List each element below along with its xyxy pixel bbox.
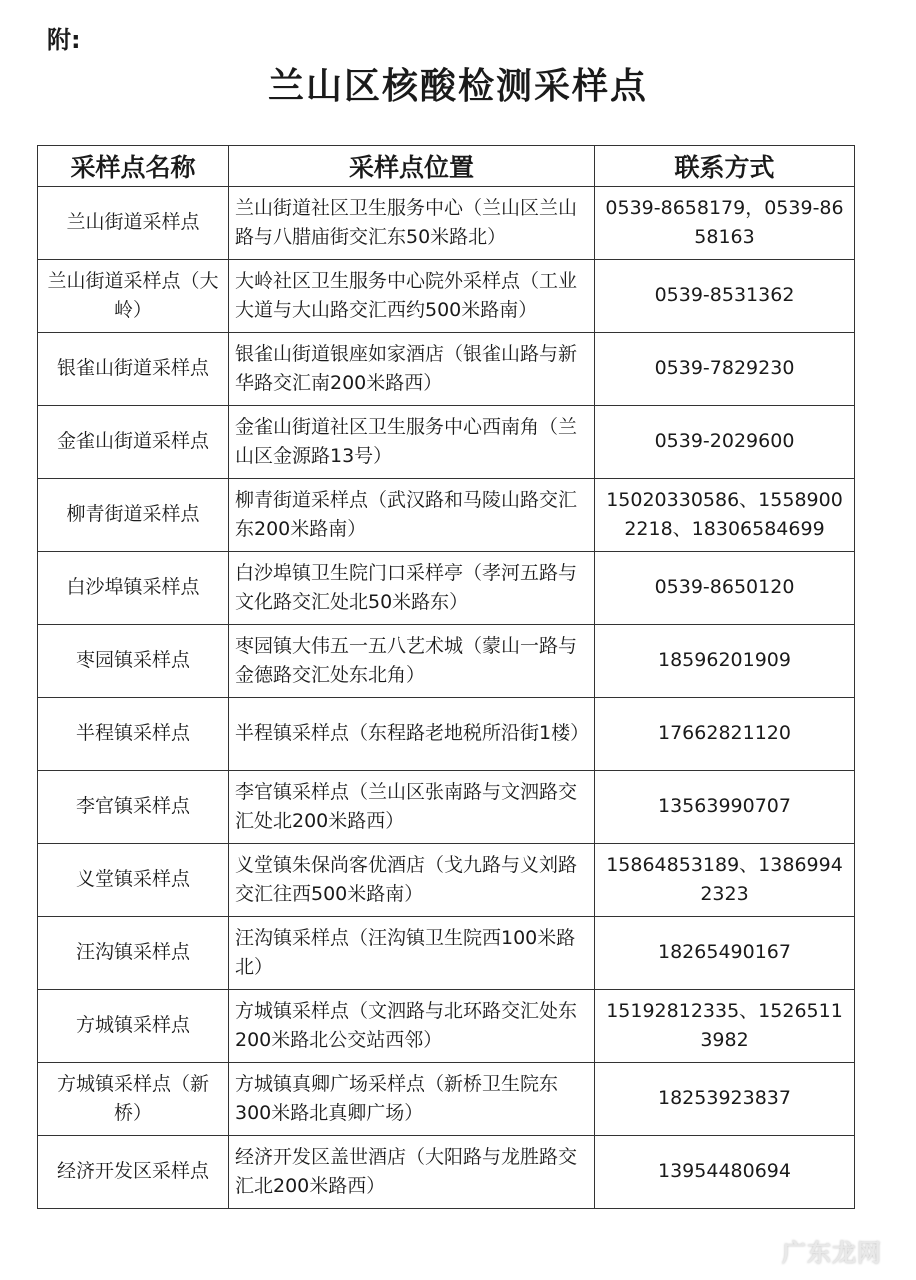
site-name-cell: 银雀山街道采样点 <box>38 333 229 406</box>
table-row <box>38 917 855 990</box>
site-location-cell: 义堂镇朱保尚客优酒店（戈九路与义刘路交汇往西500米路南） <box>229 844 595 917</box>
table-row <box>38 698 855 771</box>
site-contact-cell: 0539-8531362 <box>595 260 855 333</box>
site-name-cell: 义堂镇采样点 <box>38 844 229 917</box>
site-contact-cell: 13954480694 <box>595 1136 855 1209</box>
site-location-cell: 大岭社区卫生服务中心院外采样点（工业大道与大山路交汇西约500米路南） <box>229 260 595 333</box>
site-name-cell: 枣园镇采样点 <box>38 625 229 698</box>
table-row <box>38 844 855 917</box>
site-contact-cell: 15020330586、15589002218、18306584699 <box>595 479 855 552</box>
table-row <box>38 1136 855 1209</box>
table-row <box>38 260 855 333</box>
watermark: 广东龙网 <box>782 1239 882 1267</box>
table-row <box>38 771 855 844</box>
site-name-cell: 半程镇采样点 <box>38 698 229 771</box>
site-contact-cell: 18596201909 <box>595 625 855 698</box>
table-row <box>38 333 855 406</box>
site-location-cell: 白沙埠镇卫生院门口采样亭（孝河五路与文化路交汇处北50米路东） <box>229 552 595 625</box>
site-location-cell: 银雀山街道银座如家酒店（银雀山路与新华路交汇南200米路西） <box>229 333 595 406</box>
site-name-cell: 汪沟镇采样点 <box>38 917 229 990</box>
table-row <box>38 187 855 260</box>
site-name-cell: 方城镇采样点（新桥） <box>38 1063 229 1136</box>
site-name-cell: 柳青街道采样点 <box>38 479 229 552</box>
table-row <box>38 625 855 698</box>
column-header-name: 采样点名称 <box>38 146 229 187</box>
site-name-cell: 兰山街道采样点（大岭） <box>38 260 229 333</box>
site-name-cell: 兰山街道采样点 <box>38 187 229 260</box>
site-contact-cell: 0539-2029600 <box>595 406 855 479</box>
site-location-cell: 金雀山街道社区卫生服务中心西南角（兰山区金源路13号） <box>229 406 595 479</box>
site-contact-cell: 0539-8658179，0539-8658163 <box>595 187 855 260</box>
site-contact-cell: 17662821120 <box>595 698 855 771</box>
site-name-cell: 方城镇采样点 <box>38 990 229 1063</box>
site-location-cell: 兰山街道社区卫生服务中心（兰山区兰山路与八腊庙街交汇东50米路北） <box>229 187 595 260</box>
sampling-sites-table <box>37 145 855 1209</box>
column-header-location: 采样点位置 <box>229 146 595 187</box>
site-location-cell: 柳青街道采样点（武汉路和马陵山路交汇东200米路南） <box>229 479 595 552</box>
table-row <box>38 406 855 479</box>
site-contact-cell: 18265490167 <box>595 917 855 990</box>
table-row <box>38 552 855 625</box>
table-row <box>38 1063 855 1136</box>
site-contact-cell: 0539-7829230 <box>595 333 855 406</box>
site-name-cell: 经济开发区采样点 <box>38 1136 229 1209</box>
site-location-cell: 汪沟镇采样点（汪沟镇卫生院西100米路北） <box>229 917 595 990</box>
site-contact-cell: 15192812335、15265113982 <box>595 990 855 1063</box>
site-location-cell: 方城镇采样点（文泗路与北环路交汇处东200米路北公交站西邻） <box>229 990 595 1063</box>
site-location-cell: 经济开发区盖世酒店（大阳路与龙胜路交汇北200米路西） <box>229 1136 595 1209</box>
table-row <box>38 479 855 552</box>
site-name-cell: 白沙埠镇采样点 <box>38 552 229 625</box>
site-contact-cell: 13563990707 <box>595 771 855 844</box>
table-row <box>38 990 855 1063</box>
site-location-cell: 半程镇采样点（东程路老地税所沿街1楼） <box>229 698 595 771</box>
table-header-row <box>38 146 855 187</box>
page-title: 兰山区核酸检测采样点 <box>267 66 648 107</box>
annex-label: 附: <box>47 26 81 54</box>
site-location-cell: 李官镇采样点（兰山区张南路与文泗路交汇处北200米路西） <box>229 771 595 844</box>
site-name-cell: 李官镇采样点 <box>38 771 229 844</box>
site-contact-cell: 18253923837 <box>595 1063 855 1136</box>
site-location-cell: 方城镇真卿广场采样点（新桥卫生院东300米路北真卿广场） <box>229 1063 595 1136</box>
site-contact-cell: 0539-8650120 <box>595 552 855 625</box>
site-location-cell: 枣园镇大伟五一五八艺术城（蒙山一路与金德路交汇处东北角） <box>229 625 595 698</box>
column-header-contact: 联系方式 <box>595 146 855 187</box>
site-name-cell: 金雀山街道采样点 <box>38 406 229 479</box>
site-contact-cell: 15864853189、13869942323 <box>595 844 855 917</box>
